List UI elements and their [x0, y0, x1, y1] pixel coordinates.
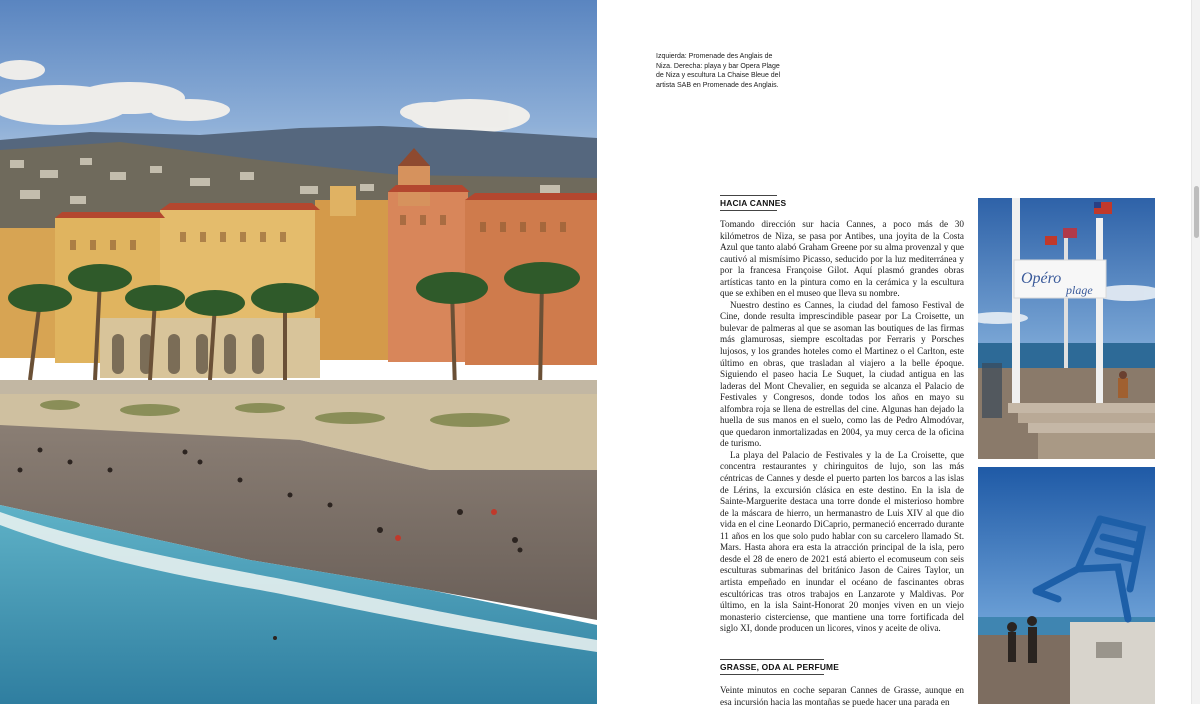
- heading-rule: [720, 195, 777, 196]
- scrollbar-thumb[interactable]: [1194, 186, 1199, 238]
- caption-line: de Niza y escultura La Chaise Bleue del: [656, 72, 781, 79]
- caption-line: Niza. Derecha: playa y bar Opera Plage: [656, 62, 780, 70]
- paragraph: Veinte minutos en coche separan Cannes de Grasse, aunque en esa incursión hacia las montañas se puede hacer una parada en: [720, 685, 964, 707]
- heading-rule: [720, 659, 824, 660]
- sign-text-plage: plage: [1066, 283, 1093, 297]
- sign-text-opera: Opéro: [1021, 270, 1062, 287]
- heading-rule: [720, 210, 777, 211]
- vertical-scrollbar[interactable]: [1191, 0, 1200, 704]
- paragraph: Nuestro destino es Cannes, la ciudad del famoso Festival de Cine, donde resulta imprescindible pasear por La Croisette, un bulevar de palmeras al que se asoman las boutiques de las firmas más glamurosas, siempre escoltadas por Ferraris y Porsches lujosos, y los grandes hoteles como el Martinez o el Carlton, este último en obras, que trasladan al viajero a la belle époque. Siguiendo el paseo hacia Le Suquet, la ciudad antigua en las laderas del Mont Chevalier, en seguida se alcanza el Palacio de Festivales y Congresos, donde todos los años en mayo su alfombra roja se llena de estrellas del cine. Algunas han dejado la huella de sus manos en el suelo, como las de Pedro Almodóvar, que quedaron inmortalizadas en 2004, ya muy cerca de la oficina de turismo.: [720, 299, 964, 449]
- section-heading-grasse: [720, 662, 839, 672]
- section-heading-text: HACIA CANNES: [720, 198, 787, 208]
- article-body-column: [720, 219, 964, 635]
- caption-line: artista SAB en Promenade des Anglais.: [656, 81, 779, 89]
- paragraph: Tomando dirección sur hacia Cannes, a poco más de 30 kilómetros de Niza, se pasa por Antibes, una joyita de la Costa Azul que tanto alabó Graham Greene por su alma provenzal y que cautivó al mismísimo Picasso, seducido por la luz mediterránea y por la francesa Françoise Gilot. Aquí plasmó grandes obras artísticas tanto en la pintura como en la cerámica y la escultura que se exhiben en el museo que lleva su nombre.: [720, 219, 964, 299]
- article-page: [597, 0, 1191, 707]
- section-heading-hacia-cannes: [720, 198, 786, 208]
- paragraph: La playa del Palacio de Festivales y la de La Croisette, que concentra restaurantes y chiringuitos de lujo, son las más céntricas de Cannes y desde el puerto parten los barcos a las islas de Lérins, la excursión clásica en este destino. En la isla de Sainte-Marguerite destaca una torre donde el misterioso hombre de la máscara de hierro, un hermanastro de Luis XIV al que dio vida en el cine Leonardo DiCaprio, permaneció encerrado durante 11 años en los que solo pudo hablar con su carcelero llamado St. Mars. Hasta ahora era esta la atracción principal de la isla, pero desde el 28 de enero de 2021 está abierto el ecomuseum con seis esculturas submarinas del británico Jason de Caires Taylor, un artista empeñado en inundar el océano de fascinantes obras escultóricas tras otros trabajos en Lanzarote y Maldivas. Por último, en la isla Saint-Honorat 20 monjes viven en un viejo monasterio cisterciense, que mantiene una torre fortificada del siglo XI, donde producen un licores, vinos y aceite de oliva.: [720, 449, 964, 634]
- promenade-des-anglais-photo: [0, 0, 597, 704]
- section-heading-text: GRASSE, ODA AL PERFUME: [720, 662, 840, 672]
- opera-plage-sign: [1014, 260, 1106, 298]
- heading-rule: [720, 674, 824, 675]
- photo-caption: [656, 52, 786, 90]
- opera-plage-photo: [978, 198, 1155, 459]
- chaise-bleue-photo: [978, 467, 1155, 704]
- article-body-column-continued: [720, 685, 964, 708]
- caption-line: Izquierda: Promenade des Anglais de: [656, 53, 773, 60]
